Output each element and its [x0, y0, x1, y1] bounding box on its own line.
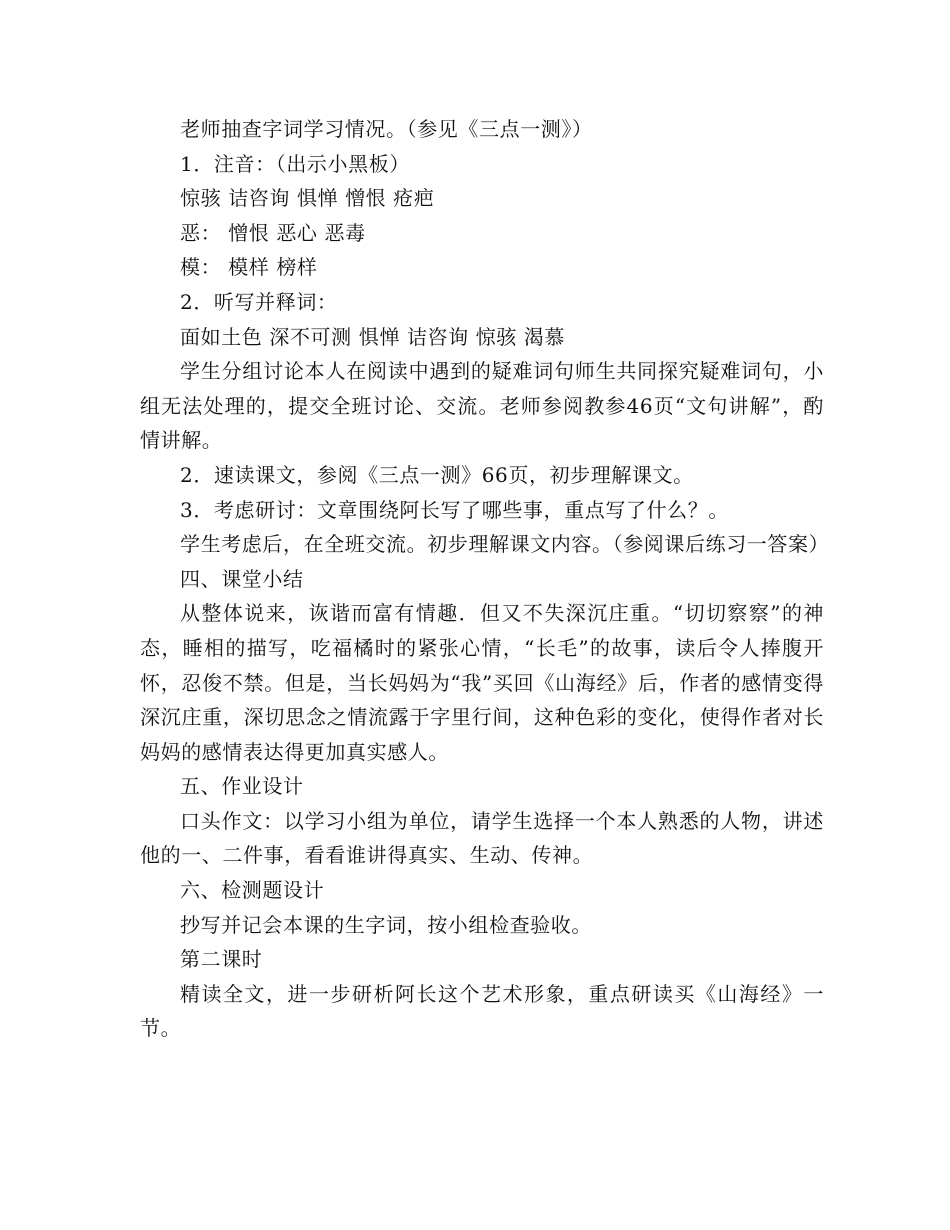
- paragraph-dictation-heading: 2．听写并释词：: [180, 289, 338, 314]
- paragraph-speed-reading: 2．速读课文，参阅《三点一测》66页，初步理解课文。: [180, 462, 694, 487]
- document-page: [140, 112, 830, 1046]
- heading-test-design: 六、检测题设计: [180, 878, 325, 903]
- paragraph-oral-composition: 口头作文：以学习小组为单位，请学生选择一个本人熟悉的人物，讲述他的一、二件事，看看谁讲得真实、生动、传神。: [140, 808, 824, 868]
- paragraph-group-discussion: 学生分组讨论本人在阅读中遇到的疑难词句师生共同探究疑难词句，小组无法处理的，提交全班讨论、交流。老师参阅教参46页“文句讲解”，酌情讲解。: [140, 359, 824, 453]
- paragraph-intensive-reading: 精读全文，进一步研析阿长这个艺术形象，重点研读买《山海经》一节。: [140, 981, 824, 1041]
- heading-homework-design: 五、作业设计: [180, 774, 304, 799]
- paragraph-dictation-words: 面如土色 深不可测 惧惮 诘咨询 惊骇 渴慕: [180, 324, 565, 349]
- heading-class-summary: 四、课堂小结: [180, 566, 304, 591]
- paragraph-e-words: 恶： 憎恨 恶心 恶毒: [180, 220, 366, 245]
- paragraph-discussion-question: 3．考虑研讨：文章围绕阿长写了哪些事，重点写了什么？。: [180, 497, 729, 522]
- paragraph-pinyin-words: 惊骇 诘咨询 惧惮 憎恨 疮疤: [180, 186, 435, 211]
- paragraph-pinyin-heading: 1．注音：（出示小黑板）: [180, 151, 410, 176]
- paragraph-mo-words: 模： 模样 榜样: [180, 255, 318, 280]
- heading-second-lesson: 第二课时: [180, 947, 263, 972]
- paragraph-check-vocabulary: 老师抽查字词学习情况。（参见《三点一测》）: [180, 117, 593, 141]
- paragraph-summary-body: 从整体说来，诙谐而富有情趣．但又不失深沉庄重。“切切察察”的神态，睡相的描写，吃福橘时的紧张心情，“长毛”的故事，读后令人捧腹开怀，忍俊不禁。但是，当长妈妈为“我”买回《山海经》后，作者的感情变得深沉庄重，深切思念之情流露于字里行间，这种色彩的变化，使得作者对长妈妈的感情表达得更加真实感人。: [140, 601, 824, 764]
- paragraph-class-exchange: 学生考虑后，在全班交流。初步理解课文内容。（参阅课后练习一答案）: [180, 532, 830, 557]
- paragraph-copy-words: 抄写并记会本课的生字词，按小组检查验收。: [180, 912, 592, 937]
